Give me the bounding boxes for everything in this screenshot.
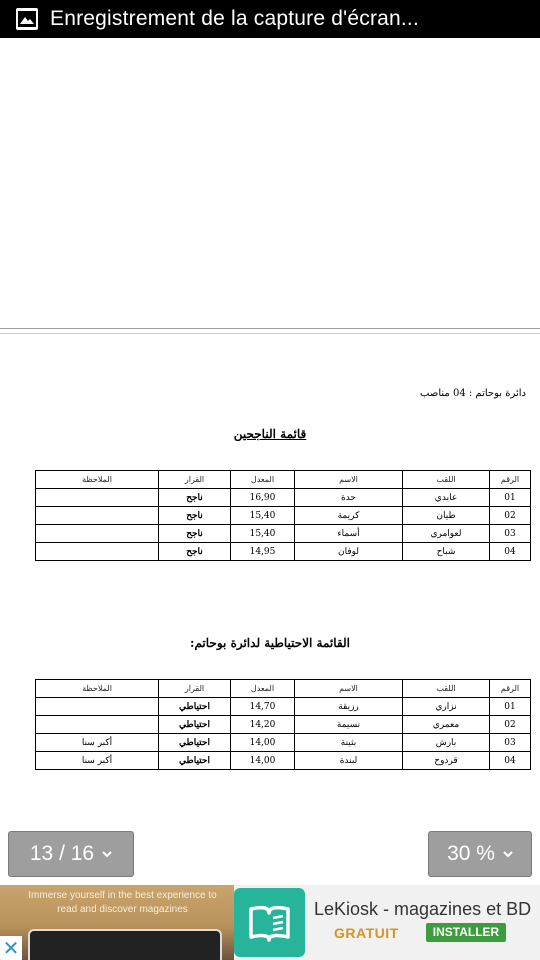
- cell-name: أسماء: [295, 525, 403, 543]
- notification-title: Enregistrement de la capture d'écran...: [50, 7, 420, 30]
- ad-app-name: LeKiosk - magazines et BD: [314, 899, 532, 919]
- cell-average: 15,40: [231, 507, 295, 525]
- table-header-row: [36, 471, 531, 489]
- cell-note: [36, 507, 159, 525]
- cell-name: بثينة: [295, 734, 403, 752]
- cell-surname: نزاري: [403, 698, 490, 716]
- cell-note: [36, 543, 159, 561]
- table-row: [36, 543, 531, 561]
- cell-note: [36, 716, 159, 734]
- col-surname-header: اللقب: [403, 471, 490, 489]
- cell-num: 01: [490, 489, 531, 507]
- cell-num: 04: [490, 752, 531, 770]
- status-bar: [0, 0, 540, 38]
- cell-surname: معمري: [403, 716, 490, 734]
- cell-num: 03: [490, 734, 531, 752]
- zoom-selector-button[interactable]: [428, 831, 532, 877]
- col-average-header: المعدل: [231, 680, 295, 698]
- page-divider-shadow: [0, 333, 540, 334]
- table-row: [36, 698, 531, 716]
- chevron-down-icon: [102, 849, 112, 859]
- lekiosk-logo-icon: [234, 888, 305, 957]
- cell-name: حدة: [295, 489, 403, 507]
- cell-num: 03: [490, 525, 531, 543]
- cell-decision: ناجح: [159, 525, 231, 543]
- cell-surname: لعوامري: [403, 525, 490, 543]
- col-note-header: الملاحظة: [36, 471, 159, 489]
- page-selector-button[interactable]: [8, 831, 134, 877]
- cell-num: 02: [490, 716, 531, 734]
- col-name-header: الاسم: [295, 471, 403, 489]
- cell-surname: عابدي: [403, 489, 490, 507]
- cell-decision: احتياطي: [159, 698, 231, 716]
- col-name-header: الاسم: [295, 680, 403, 698]
- cell-note: [36, 698, 159, 716]
- table-row: [36, 507, 531, 525]
- cell-note: أكبر سنا: [36, 752, 159, 770]
- tablet-image: [28, 929, 222, 960]
- cell-note: [36, 525, 159, 543]
- cell-name: لوفان: [295, 543, 403, 561]
- table-row: [36, 734, 531, 752]
- cell-average: 15,40: [231, 525, 295, 543]
- cell-name: رزيقة: [295, 698, 403, 716]
- cell-average: 14,20: [231, 716, 295, 734]
- cell-surname: شباح: [403, 543, 490, 561]
- cell-average: 14,00: [231, 734, 295, 752]
- ad-banner[interactable]: [0, 885, 540, 960]
- cell-decision: ناجح: [159, 543, 231, 561]
- cell-surname: بارش: [403, 734, 490, 752]
- cell-surname: طيان: [403, 507, 490, 525]
- cell-decision: احتياطي: [159, 734, 231, 752]
- table-header-row: [36, 680, 531, 698]
- cell-decision: احتياطي: [159, 752, 231, 770]
- col-decision-header: القرار: [159, 471, 231, 489]
- district-line: دائرة بوحاتم : 04 مناصب: [420, 388, 526, 399]
- table-row: [36, 525, 531, 543]
- cell-surname: قردوح: [403, 752, 490, 770]
- col-decision-header: القرار: [159, 680, 231, 698]
- cell-note: [36, 489, 159, 507]
- cell-average: 14,70: [231, 698, 295, 716]
- cell-average: 14,95: [231, 543, 295, 561]
- ad-price: GRATUIT: [334, 925, 399, 941]
- cell-decision: ناجح: [159, 507, 231, 525]
- list2-title: القائمة الاحتياطية لدائرة بوحاتم:: [190, 636, 350, 650]
- image-gallery-icon: [16, 8, 38, 30]
- col-surname-header: اللقب: [403, 680, 490, 698]
- list1-table: [35, 470, 531, 561]
- cell-name: كريمة: [295, 507, 403, 525]
- table-row: [36, 489, 531, 507]
- table-row: [36, 752, 531, 770]
- cell-num: 02: [490, 507, 531, 525]
- list2-table: [35, 679, 531, 770]
- cell-average: 14,00: [231, 752, 295, 770]
- cell-average: 16,90: [231, 489, 295, 507]
- list1-title: قائمة الناجحين: [233, 427, 307, 441]
- zoom-level: 30 %: [447, 842, 495, 865]
- ad-image-text: Immerse yourself in the best experience to read and discover magazines: [28, 890, 217, 915]
- cell-decision: احتياطي: [159, 716, 231, 734]
- cell-num: 04: [490, 543, 531, 561]
- install-button[interactable]: INSTALLER: [426, 923, 506, 942]
- cell-num: 01: [490, 698, 531, 716]
- close-ad-icon[interactable]: ✕: [0, 936, 22, 960]
- chevron-down-icon: [503, 849, 513, 859]
- col-note-header: الملاحظة: [36, 680, 159, 698]
- col-num-header: الرقم: [490, 471, 531, 489]
- page-indicator: 13 / 16: [29, 842, 95, 865]
- cell-decision: ناجح: [159, 489, 231, 507]
- col-average-header: المعدل: [231, 471, 295, 489]
- cell-name: نسيمة: [295, 716, 403, 734]
- cell-name: لبندة: [295, 752, 403, 770]
- cell-note: أكبر سنا: [36, 734, 159, 752]
- page-divider: [0, 328, 540, 329]
- table-row: [36, 716, 531, 734]
- col-num-header: الرقم: [490, 680, 531, 698]
